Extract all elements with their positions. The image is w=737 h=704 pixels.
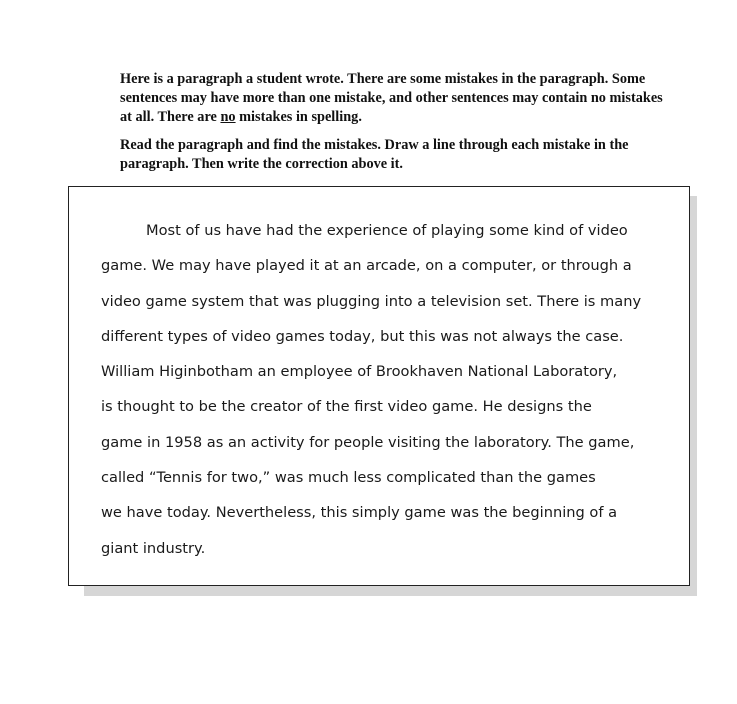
instructions	[120, 70, 700, 183]
instructions-line: Here is a paragraph a student wrote. There are some mistakes in the paragraph. Some	[120, 71, 646, 87]
passage-line: different types of video games today, but this was not always the case.	[101, 327, 624, 345]
passage-line: we have today. Nevertheless, this simply game was the beginning of a	[101, 504, 618, 522]
passage-line: giant industry.	[101, 539, 206, 557]
instructions-paragraph-1	[120, 70, 700, 127]
passage-box	[68, 186, 690, 586]
passage-line: William Higinbotham an employee of Brookhaven National Laboratory,	[101, 363, 618, 381]
instructions-line-tail: mistakes in spelling.	[235, 109, 362, 125]
instructions-line: paragraph. Then write the correction above it.	[120, 156, 403, 172]
instructions-line: sentences may have more than one mistake, and other sentences may contain no mistakes	[120, 90, 663, 106]
instructions-paragraph-2	[120, 136, 700, 174]
emphasis-word: no	[220, 109, 236, 125]
passage-line: Most of us have had the experience of playing some kind of video	[146, 222, 628, 239]
instructions-line: at all. There are	[120, 109, 221, 125]
passage-line: game. We may have played it at an arcade, on a computer, or through a	[101, 257, 632, 275]
passage-line: game in 1958 as an activity for people visiting the laboratory. The game,	[101, 433, 635, 451]
instructions-line: Read the paragraph and find the mistakes. Draw a line through each mistake in the	[120, 137, 629, 153]
passage-line: called “Tennis for two,” was much less complicated than the games	[101, 469, 596, 487]
passage-line: is thought to be the creator of the first video game. He designs the	[101, 398, 592, 416]
passage-line: video game system that was plugging into a television set. There is many	[101, 292, 642, 310]
passage-text	[101, 213, 681, 566]
